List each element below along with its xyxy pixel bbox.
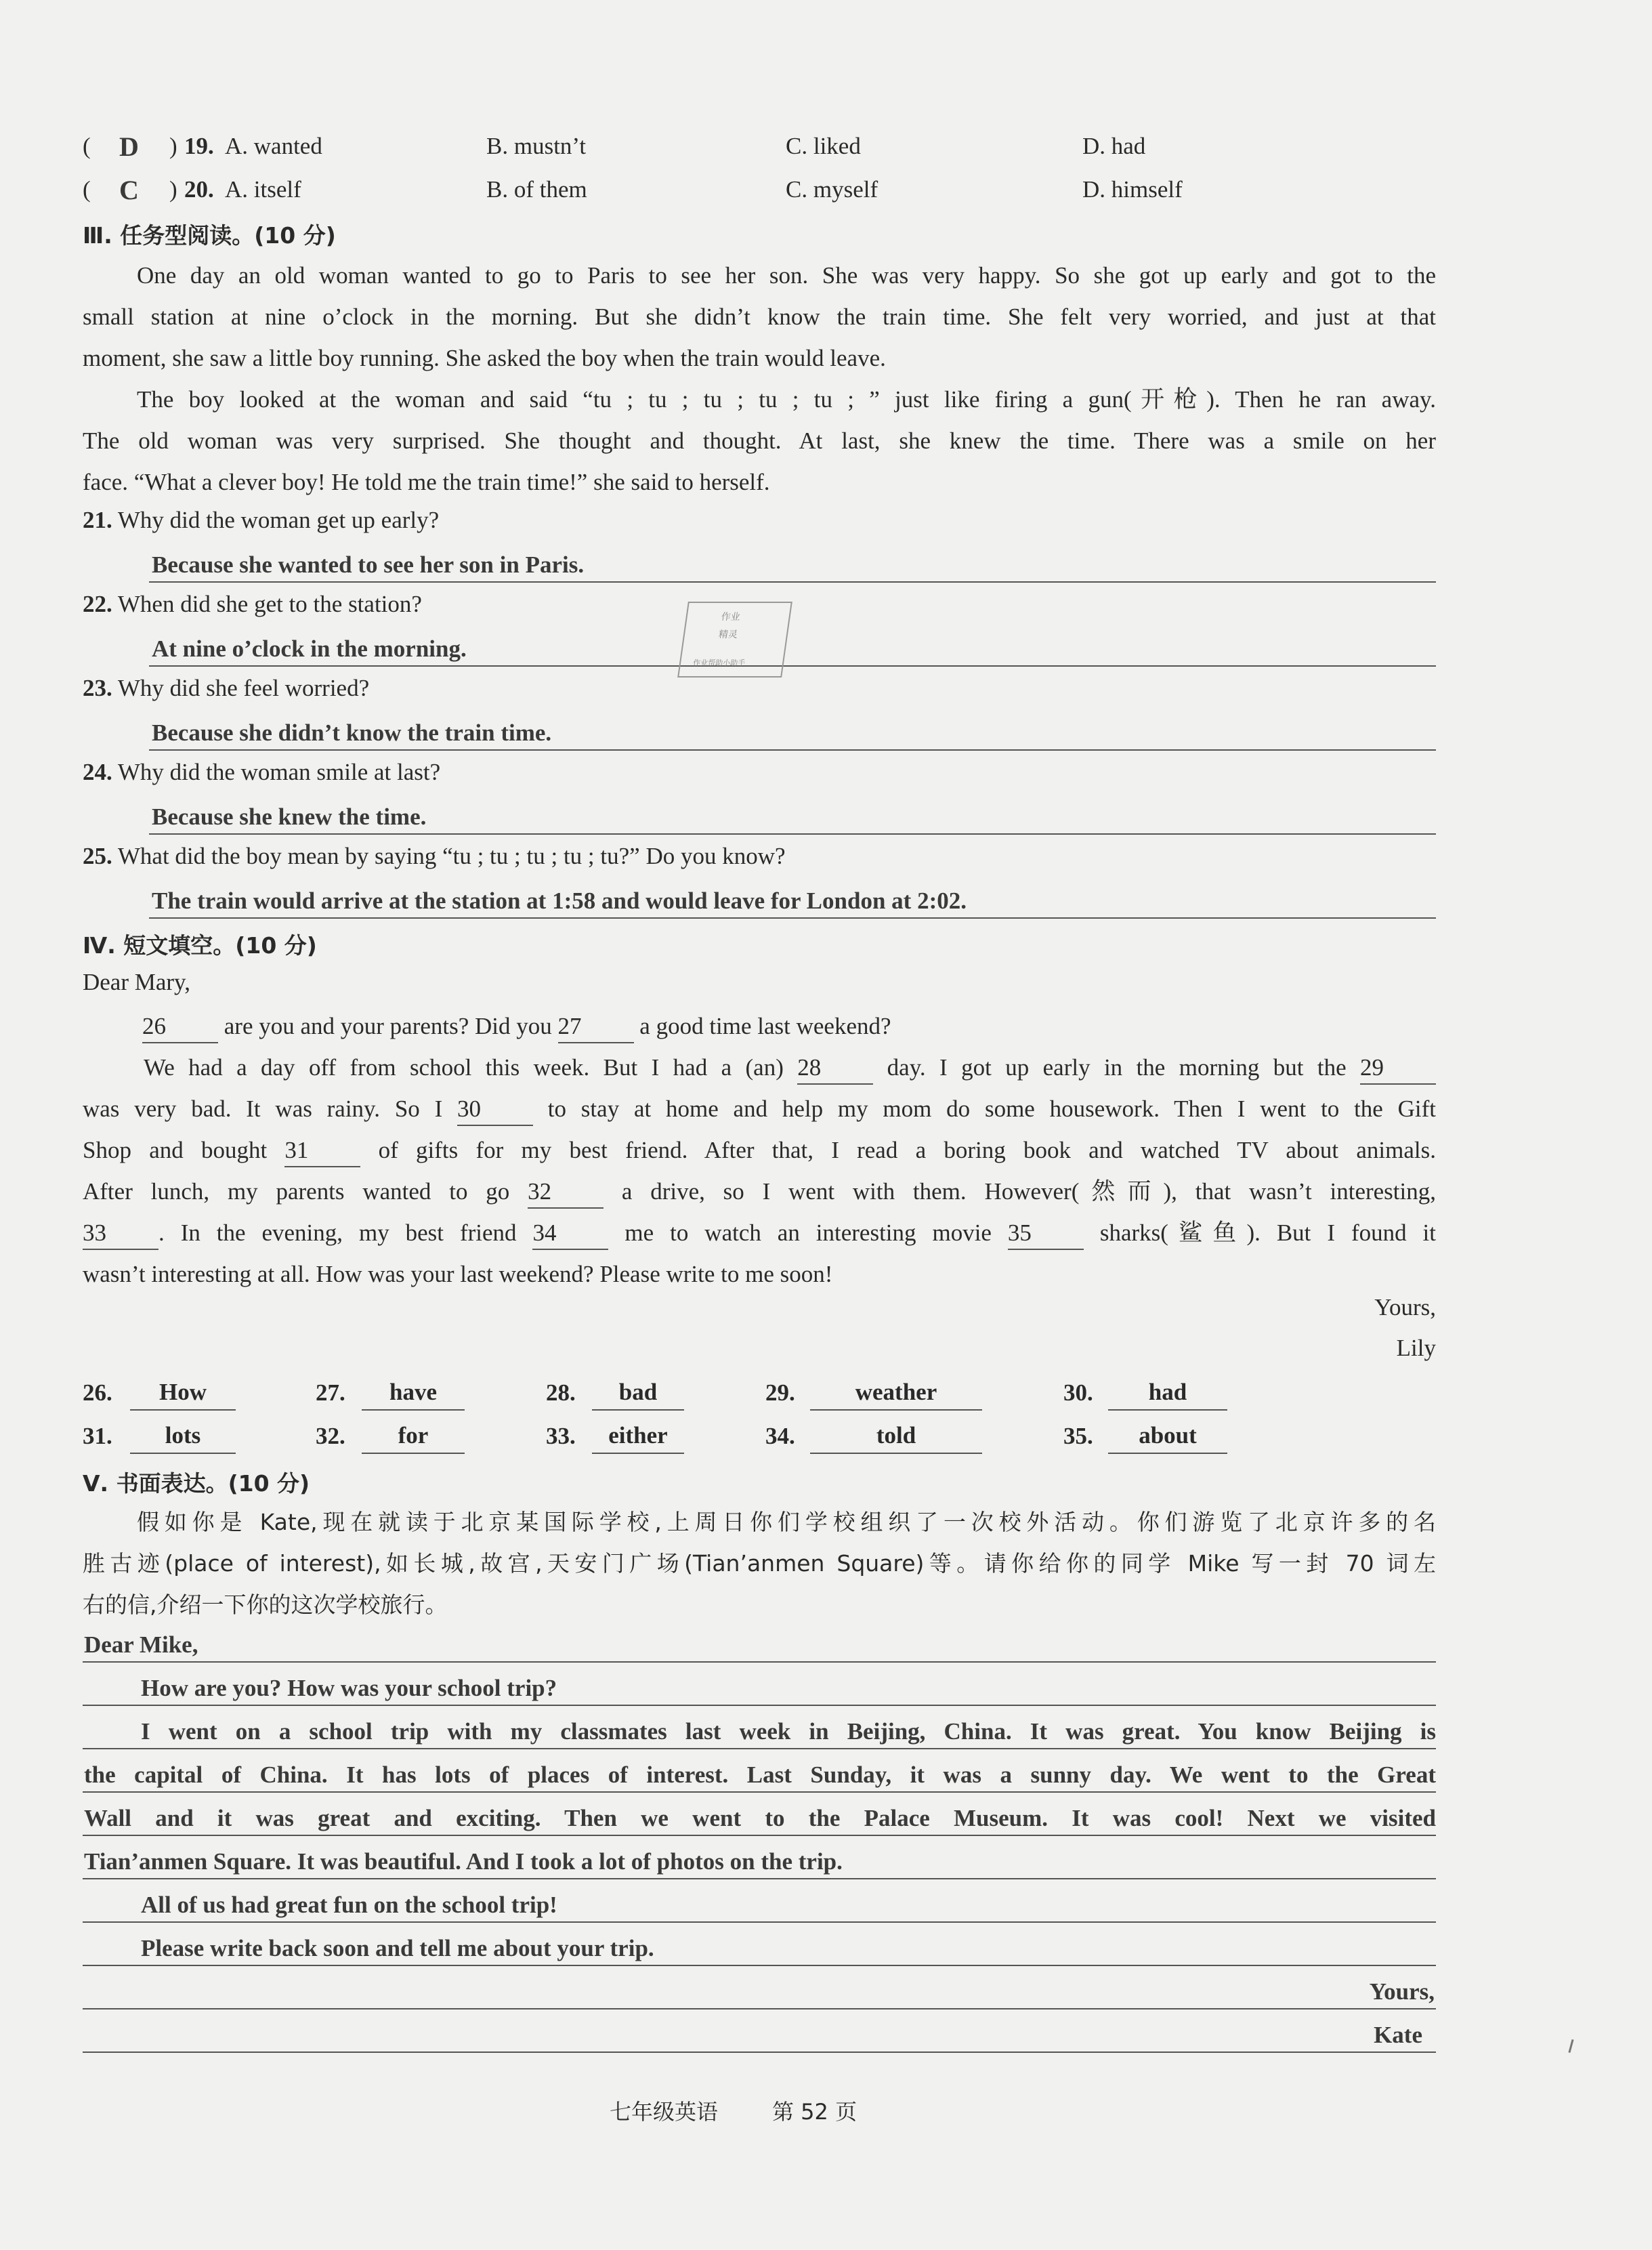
question-text: 21. Why did the woman get up early?	[83, 507, 440, 533]
option-b: B. mustn’t	[486, 133, 587, 159]
answer-31: lots	[130, 1419, 236, 1454]
cloze-line: We had a day off from school this week. But I had a (an) 28 day. I got up early in the morning but the 29	[83, 1047, 1436, 1088]
answer-26: How	[130, 1375, 236, 1411]
essay-line: Yours,	[83, 1966, 1436, 2009]
answer-line	[149, 877, 1436, 919]
question-text: 25. What did the boy mean by saying “tu ; tu ; tu ; tu ; tu?” Do you know?	[83, 843, 786, 869]
paren-open: (	[83, 176, 91, 203]
essay-line: the capital of China. It has lots of places of interest. Last Sunday, it was a sunny day. We went to the Great	[83, 1749, 1436, 1793]
answer-num: 27.	[316, 1379, 345, 1406]
blank-29: 29	[1360, 1052, 1436, 1085]
question-number: 19.	[184, 133, 214, 159]
answer-29: weather	[810, 1375, 982, 1411]
letter-closing: Yours,	[1374, 1294, 1436, 1320]
essay-line: I went on a school trip with my classmates last week in Beijing, China. It was great. You know Beijing is	[83, 1706, 1436, 1749]
section-5-heading: Ⅴ. 书面表达。(10 分)	[83, 1470, 310, 1497]
cloze-line: 26 are you and your parents? Did you 27 a good time last weekend?	[142, 1005, 1436, 1047]
answer-num: 32.	[316, 1423, 345, 1449]
answer-20: C	[119, 175, 139, 205]
page-number: 第 52 页	[772, 2099, 857, 2125]
answer-num: 34.	[765, 1423, 795, 1449]
essay-line: How are you? How was your school trip?	[83, 1663, 1436, 1706]
blank-31: 31	[284, 1135, 360, 1167]
essay-line: Tian’anmen Square. It was beautiful. And I took a lot of photos on the trip.	[83, 1836, 1436, 1879]
question-text: 23. Why did she feel worried?	[83, 675, 370, 701]
option-d: D. had	[1082, 133, 1146, 159]
letter-signature: Lily	[1396, 1335, 1436, 1361]
answer-num: 35.	[1063, 1423, 1093, 1449]
passage-line: small station at nine o’clock in the morning. But she didn’t know the train time. She felt very worried, and just at that	[83, 304, 1436, 330]
answer-22: At nine o’clock in the morning.	[152, 636, 467, 662]
cloze-line: 33 . In the evening, my best friend 34 me to watch an interesting movie 35 sharks(鲨鱼). But I found it	[83, 1212, 1436, 1253]
blank-30: 30	[457, 1093, 533, 1126]
answer-19: D	[119, 131, 139, 162]
writing-prompt-line: 假如你是 Kate,现在就读于北京某国际学校,上周日你们学校组织了一次校外活动。你们游览了北京许多的名	[137, 1509, 1436, 1535]
cloze-line: After lunch, my parents wanted to go 32 a drive, so I went with them. However(然而), that wasn’t interesting,	[83, 1171, 1436, 1212]
answer-28: bad	[592, 1375, 684, 1411]
cloze-line: wasn’t interesting at all. How was your last weekend? Please write to me soon!	[83, 1261, 833, 1287]
cloze-line: was very bad. It was rainy. So I 30 to stay at home and help my mom do some housework. Then I went to the Gift	[83, 1088, 1436, 1129]
watermark-stamp: 作业 精灵 作业帮助小助手	[677, 602, 792, 678]
answer-27: have	[362, 1375, 465, 1411]
paren-open: (	[83, 133, 91, 159]
paren-close: )	[169, 176, 177, 203]
footer-title: 七年级英语	[610, 2099, 719, 2125]
option-c: C. myself	[786, 176, 878, 203]
essay-line: Please write back soon and tell me about your trip.	[83, 1923, 1436, 1966]
blank-35: 35	[1008, 1217, 1084, 1250]
option-d: D. himself	[1082, 176, 1183, 203]
answer-34: told	[810, 1419, 982, 1454]
answer-33: either	[592, 1419, 684, 1454]
option-a: A. itself	[225, 176, 301, 203]
section-3-heading: Ⅲ. 任务型阅读。(10 分)	[83, 222, 336, 249]
answer-num: 30.	[1063, 1379, 1093, 1406]
answer-25: The train would arrive at the station at 1:58 and would leave for London at 2:02.	[152, 888, 967, 914]
answer-line	[149, 709, 1436, 751]
answer-24: Because she knew the time.	[152, 804, 427, 830]
answer-num: 28.	[546, 1379, 576, 1406]
answer-30: had	[1108, 1375, 1227, 1411]
essay-line: All of us had great fun on the school trip!	[83, 1879, 1436, 1923]
passage-line: The old woman was very surprised. She thought and thought. At last, she knew the time. There was a smile on her	[83, 428, 1436, 454]
passage-line: The boy looked at the woman and said “tu ; tu ; tu ; tu ; tu ; ” just like firing a gun(开枪). Then he ran away.	[137, 386, 1436, 413]
section-4-heading: Ⅳ. 短文填空。(10 分)	[83, 932, 317, 959]
cloze-line: Shop and bought 31 of gifts for my best friend. After that, I read a boring book and watched TV about animals.	[83, 1129, 1436, 1171]
passage-line: One day an old woman wanted to go to Paris to see her son. She was very happy. So she got up early and got to the	[137, 262, 1436, 289]
question-text: 22. When did she get to the station?	[83, 591, 422, 617]
answer-35: about	[1108, 1419, 1227, 1454]
essay-line: Kate	[83, 2009, 1436, 2053]
answer-21: Because she wanted to see her son in Paris.	[152, 551, 585, 578]
answer-num: 26.	[83, 1379, 112, 1406]
passage-line: face. “What a clever boy! He told me the train time!” she said to herself.	[83, 469, 770, 495]
question-text: 24. Why did the woman smile at last?	[83, 759, 441, 785]
essay-line: Dear Mike,	[83, 1619, 1436, 1663]
blank-28: 28	[797, 1052, 873, 1085]
option-a: A. wanted	[225, 133, 322, 159]
answer-num: 33.	[546, 1423, 576, 1449]
blank-34: 34	[532, 1217, 608, 1250]
answer-23: Because she didn’t know the train time.	[152, 720, 552, 746]
answer-line	[149, 541, 1436, 583]
answer-32: for	[362, 1419, 465, 1454]
answer-num: 29.	[765, 1379, 795, 1406]
essay-line: Wall and it was great and exciting. Then we went to the Palace Museum. It was cool! Next we visited	[83, 1793, 1436, 1836]
blank-32: 32	[528, 1176, 603, 1209]
blank-26: 26	[142, 1011, 218, 1043]
answer-line	[149, 625, 1436, 667]
option-c: C. liked	[786, 133, 861, 159]
question-number: 20.	[184, 176, 214, 203]
writing-prompt-line: 右的信,介绍一下你的这次学校旅行。	[83, 1591, 448, 1618]
blank-33: 33	[83, 1217, 158, 1250]
answer-num: 31.	[83, 1423, 112, 1449]
writing-prompt-line: 胜古迹(place of interest),如长城,故宫,天安门广场(Tian’anmen Square)等。请你给你的同学 Mike 写一封 70 词左	[83, 1550, 1436, 1577]
letter-greeting: Dear Mary,	[83, 969, 191, 995]
answer-line	[149, 793, 1436, 835]
option-b: B. of them	[486, 176, 587, 203]
blank-27: 27	[558, 1011, 634, 1043]
paren-close: )	[169, 133, 177, 159]
passage-line: moment, she saw a little boy running. She asked the boy when the train would leave.	[83, 345, 886, 371]
pen-mark	[1568, 2039, 1573, 2053]
